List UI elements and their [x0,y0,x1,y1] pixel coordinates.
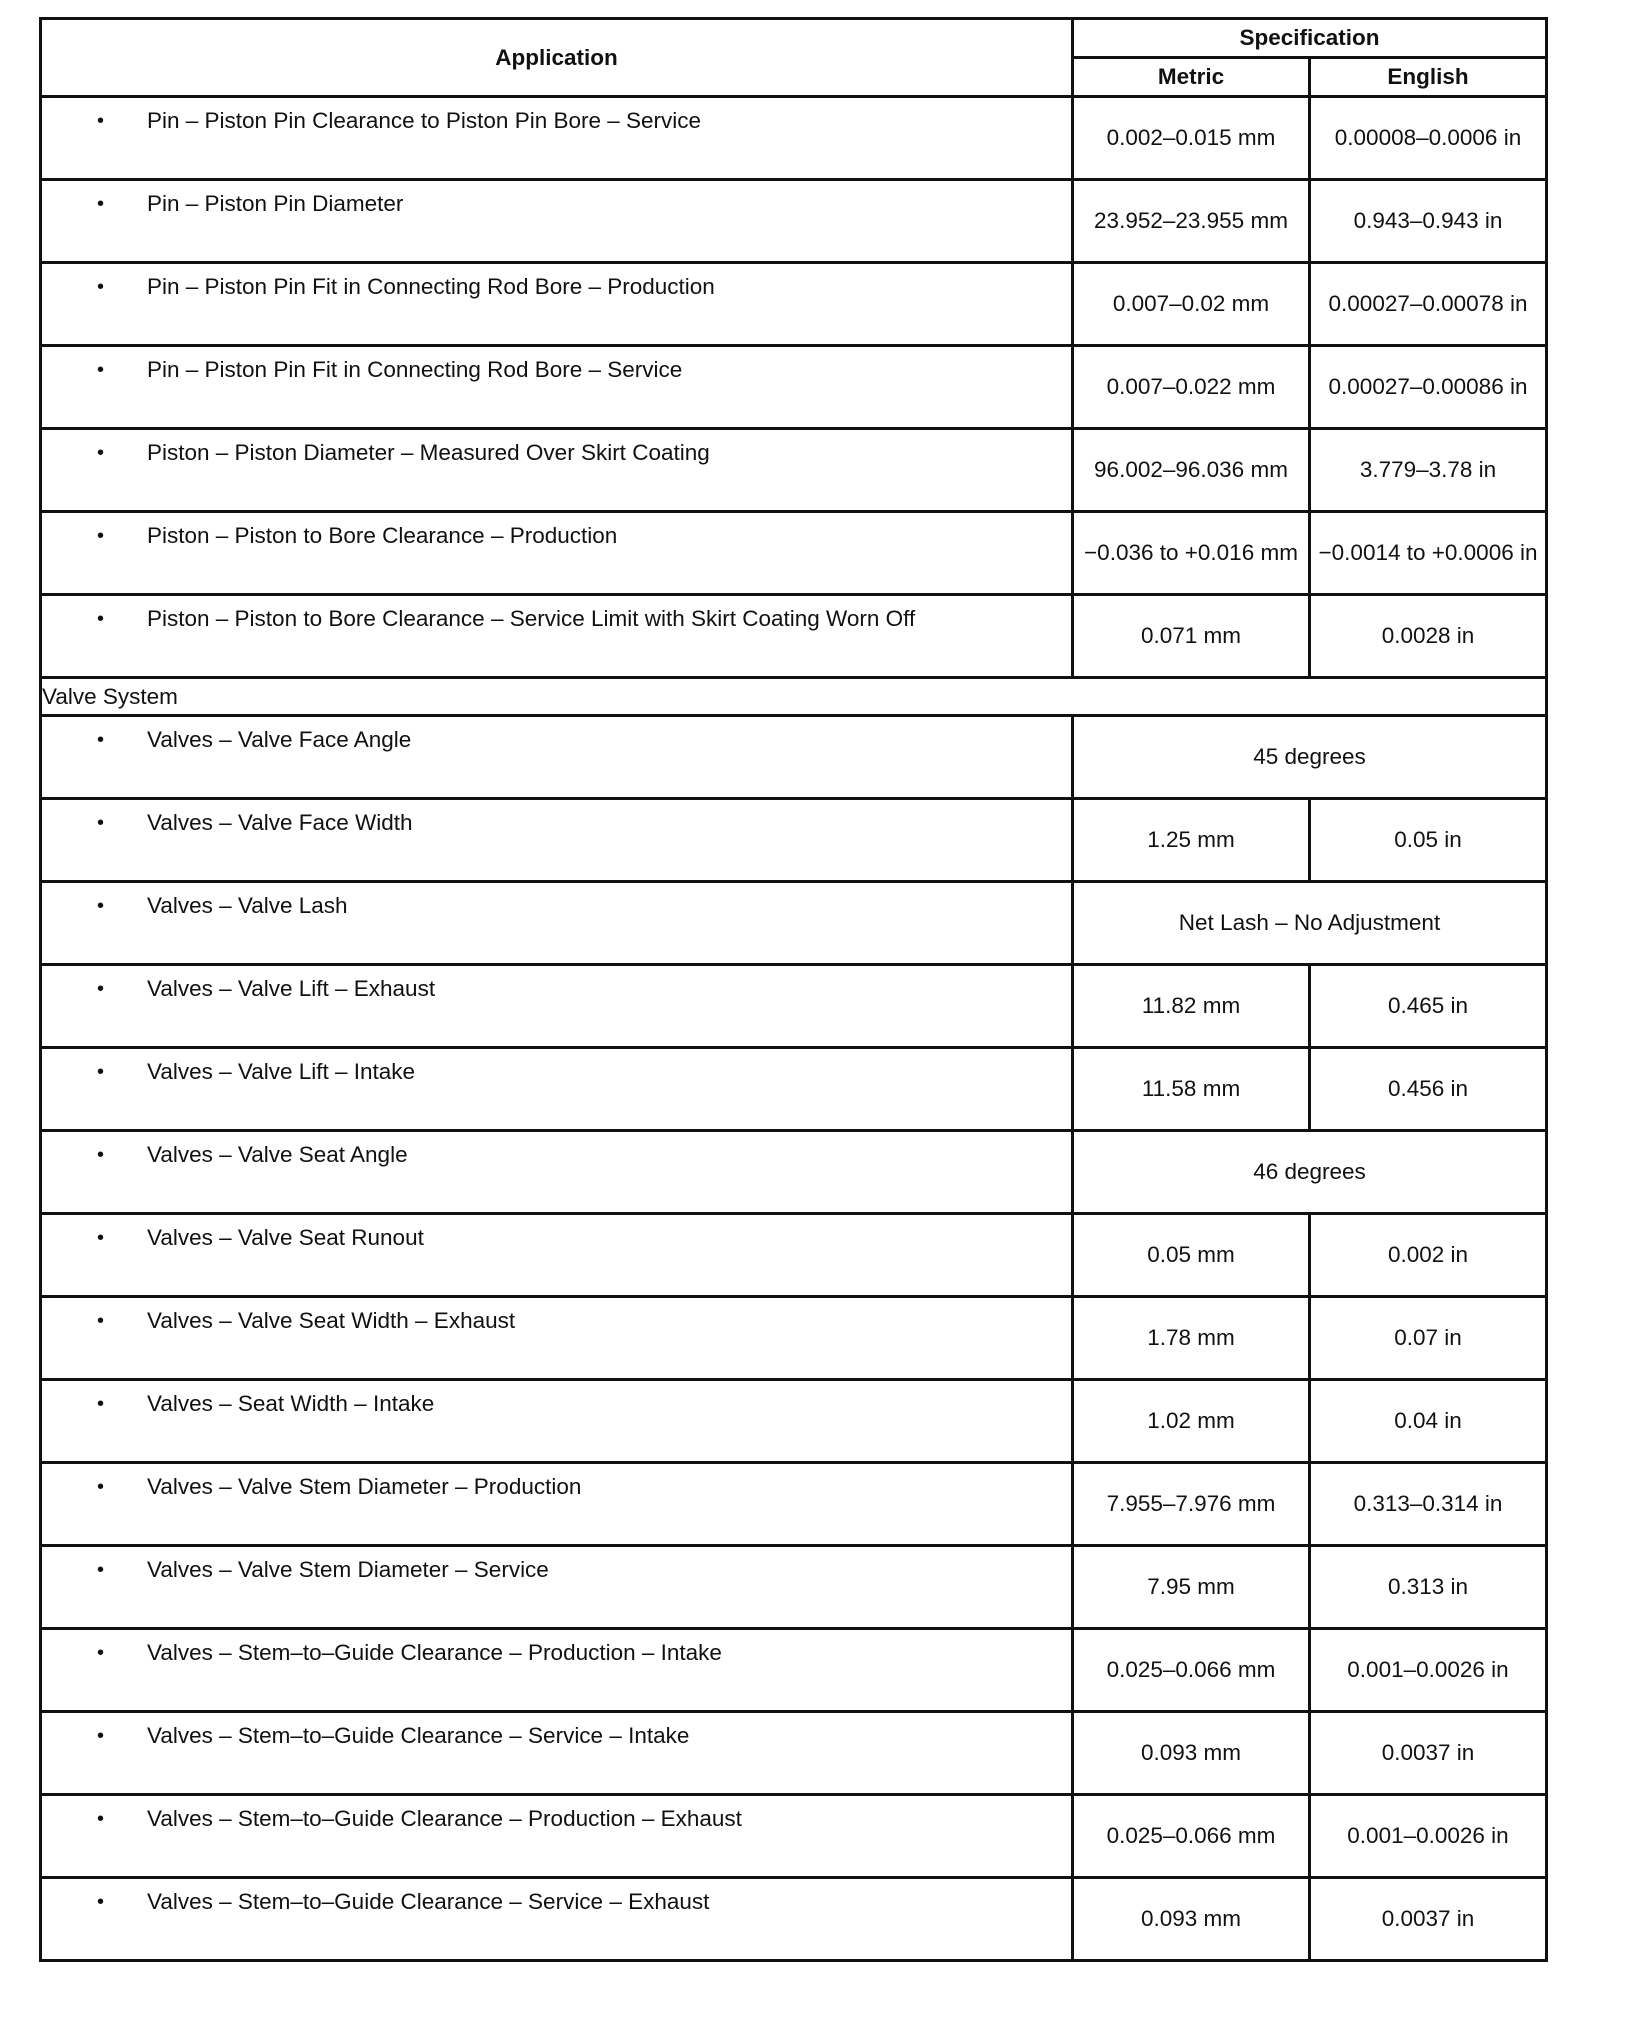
metric-cell: 0.007–0.02 mm [1073,263,1310,346]
application-header: Application [41,19,1073,97]
bullet-icon: • [97,276,105,298]
application-text: Valves – Valve Seat Angle [147,1142,408,1167]
application-cell [41,1878,1073,1961]
application-cell [41,965,1073,1048]
english-cell: 0.00008–0.0006 in [1310,97,1547,180]
english-cell: 0.0037 in [1310,1712,1547,1795]
bullet-icon: • [97,1476,105,1498]
application-text: Valves – Valve Stem Diameter – Production [147,1474,582,1499]
metric-cell: 11.82 mm [1073,965,1310,1048]
application-text: Valves – Valve Lash [147,893,348,918]
metric-header: Metric [1073,58,1310,97]
metric-cell: 0.025–0.066 mm [1073,1629,1310,1712]
application-cell [41,429,1073,512]
table-row [41,180,1547,263]
bullet-icon: • [97,1061,105,1083]
section-title: Valve System [41,678,1547,716]
application-cell [41,1131,1073,1214]
application-text: Valves – Valve Face Width [147,810,413,835]
metric-cell: 0.025–0.066 mm [1073,1795,1310,1878]
application-cell [41,1795,1073,1878]
application-cell [41,1629,1073,1712]
metric-cell: −0.036 to +0.016 mm [1073,512,1310,595]
english-cell: 0.465 in [1310,965,1547,1048]
english-cell: 0.001–0.0026 in [1310,1629,1547,1712]
english-cell: 0.0037 in [1310,1878,1547,1961]
application-cell [41,1214,1073,1297]
table-row [41,1546,1547,1629]
english-cell: 0.05 in [1310,799,1547,882]
bullet-icon: • [97,978,105,1000]
english-cell: 0.07 in [1310,1297,1547,1380]
table-row [41,1131,1547,1214]
metric-cell: 0.05 mm [1073,1214,1310,1297]
table-row [41,965,1547,1048]
bullet-icon: • [97,1144,105,1166]
english-cell: 0.456 in [1310,1048,1547,1131]
application-text: Valves – Stem–to–Guide Clearance – Production – Exhaust [147,1806,742,1831]
application-text: Valves – Stem–to–Guide Clearance – Service – Intake [147,1723,690,1748]
english-cell: 0.04 in [1310,1380,1547,1463]
application-cell [41,716,1073,799]
table-row [41,1380,1547,1463]
metric-cell: 0.093 mm [1073,1712,1310,1795]
table-row [41,1297,1547,1380]
application-text: Piston – Piston to Bore Clearance – Service Limit with Skirt Coating Worn Off [147,606,916,631]
bullet-icon: • [97,1310,105,1332]
metric-cell: 7.95 mm [1073,1546,1310,1629]
english-cell: 0.00027–0.00086 in [1310,346,1547,429]
specification-header: Specification [1073,19,1547,58]
application-text: Valves – Valve Lift – Exhaust [147,976,436,1001]
table-row [41,429,1547,512]
application-cell [41,263,1073,346]
application-text: Pin – Piston Pin Diameter [147,191,404,216]
application-cell [41,1463,1073,1546]
bullet-icon: • [97,608,105,630]
application-text: Valves – Stem–to–Guide Clearance – Production – Intake [147,1640,722,1665]
application-cell [41,180,1073,263]
bullet-icon: • [97,895,105,917]
bullet-icon: • [97,110,105,132]
application-cell [41,1297,1073,1380]
table-row [41,1629,1547,1712]
metric-cell: 0.093 mm [1073,1878,1310,1961]
application-cell [41,1380,1073,1463]
application-cell [41,882,1073,965]
valve-section-rows [41,716,1547,1961]
application-text: Pin – Piston Pin Fit in Connecting Rod Bore – Service [147,357,683,382]
english-cell: 0.943–0.943 in [1310,180,1547,263]
bullet-icon: • [97,1808,105,1830]
bullet-icon: • [97,1642,105,1664]
table-row [41,716,1547,799]
application-cell [41,799,1073,882]
application-text: Valves – Valve Face Angle [147,727,412,752]
metric-cell: 23.952–23.955 mm [1073,180,1310,263]
table-row [41,1878,1547,1961]
english-cell: 0.313–0.314 in [1310,1463,1547,1546]
application-cell [41,1712,1073,1795]
english-header: English [1310,58,1547,97]
english-cell: 0.0028 in [1310,595,1547,678]
english-cell: 0.002 in [1310,1214,1547,1297]
bullet-icon: • [97,729,105,751]
application-text: Valves – Valve Lift – Intake [147,1059,416,1084]
bullet-icon: • [97,1891,105,1913]
application-text: Pin – Piston Pin Fit in Connecting Rod Bore – Production [147,274,715,299]
english-cell: 0.001–0.0026 in [1310,1795,1547,1878]
table-header [41,19,1547,97]
table-row [41,882,1547,965]
application-cell [41,97,1073,180]
table-row [41,346,1547,429]
bullet-icon: • [97,359,105,381]
table-row [41,1795,1547,1878]
table-row [41,97,1547,180]
application-text: Valves – Valve Seat Runout [147,1225,424,1250]
table-row [41,263,1547,346]
specification-table [39,17,1548,1962]
application-cell [41,1048,1073,1131]
table-row [41,1048,1547,1131]
bullet-icon: • [97,1227,105,1249]
valve-system-section [41,678,1547,716]
english-cell: 0.313 in [1310,1546,1547,1629]
application-text: Piston – Piston Diameter – Measured Over Skirt Coating [147,440,710,465]
bullet-icon: • [97,1559,105,1581]
application-cell [41,512,1073,595]
bullet-icon: • [97,525,105,547]
english-cell: 0.00027–0.00078 in [1310,263,1547,346]
application-text: Valves – Valve Seat Width – Exhaust [147,1308,516,1333]
metric-cell: 7.955–7.976 mm [1073,1463,1310,1546]
application-cell [41,1546,1073,1629]
metric-cell: 1.02 mm [1073,1380,1310,1463]
piston-section-rows [41,97,1547,678]
application-cell [41,595,1073,678]
table-row [41,595,1547,678]
bullet-icon: • [97,1725,105,1747]
bullet-icon: • [97,193,105,215]
english-cell: −0.0014 to +0.0006 in [1310,512,1547,595]
table-row [41,1214,1547,1297]
section-row [41,678,1547,716]
application-text: Pin – Piston Pin Clearance to Piston Pin Bore – Service [147,108,702,133]
table-row [41,1712,1547,1795]
combined-spec-cell: 46 degrees [1073,1131,1547,1214]
combined-spec-cell: Net Lash – No Adjustment [1073,882,1547,965]
application-text: Valves – Seat Width – Intake [147,1391,435,1416]
application-text: Valves – Stem–to–Guide Clearance – Service – Exhaust [147,1889,710,1914]
application-text: Piston – Piston to Bore Clearance – Production [147,523,618,548]
metric-cell: 0.002–0.015 mm [1073,97,1310,180]
combined-spec-cell: 45 degrees [1073,716,1547,799]
bullet-icon: • [97,1393,105,1415]
metric-cell: 0.071 mm [1073,595,1310,678]
table-row [41,512,1547,595]
application-text: Valves – Valve Stem Diameter – Service [147,1557,549,1582]
bullet-icon: • [97,812,105,834]
table-row [41,1463,1547,1546]
application-cell [41,346,1073,429]
metric-cell: 0.007–0.022 mm [1073,346,1310,429]
metric-cell: 96.002–96.036 mm [1073,429,1310,512]
table-row [41,799,1547,882]
metric-cell: 11.58 mm [1073,1048,1310,1131]
metric-cell: 1.25 mm [1073,799,1310,882]
english-cell: 3.779–3.78 in [1310,429,1547,512]
metric-cell: 1.78 mm [1073,1297,1310,1380]
bullet-icon: • [97,442,105,464]
